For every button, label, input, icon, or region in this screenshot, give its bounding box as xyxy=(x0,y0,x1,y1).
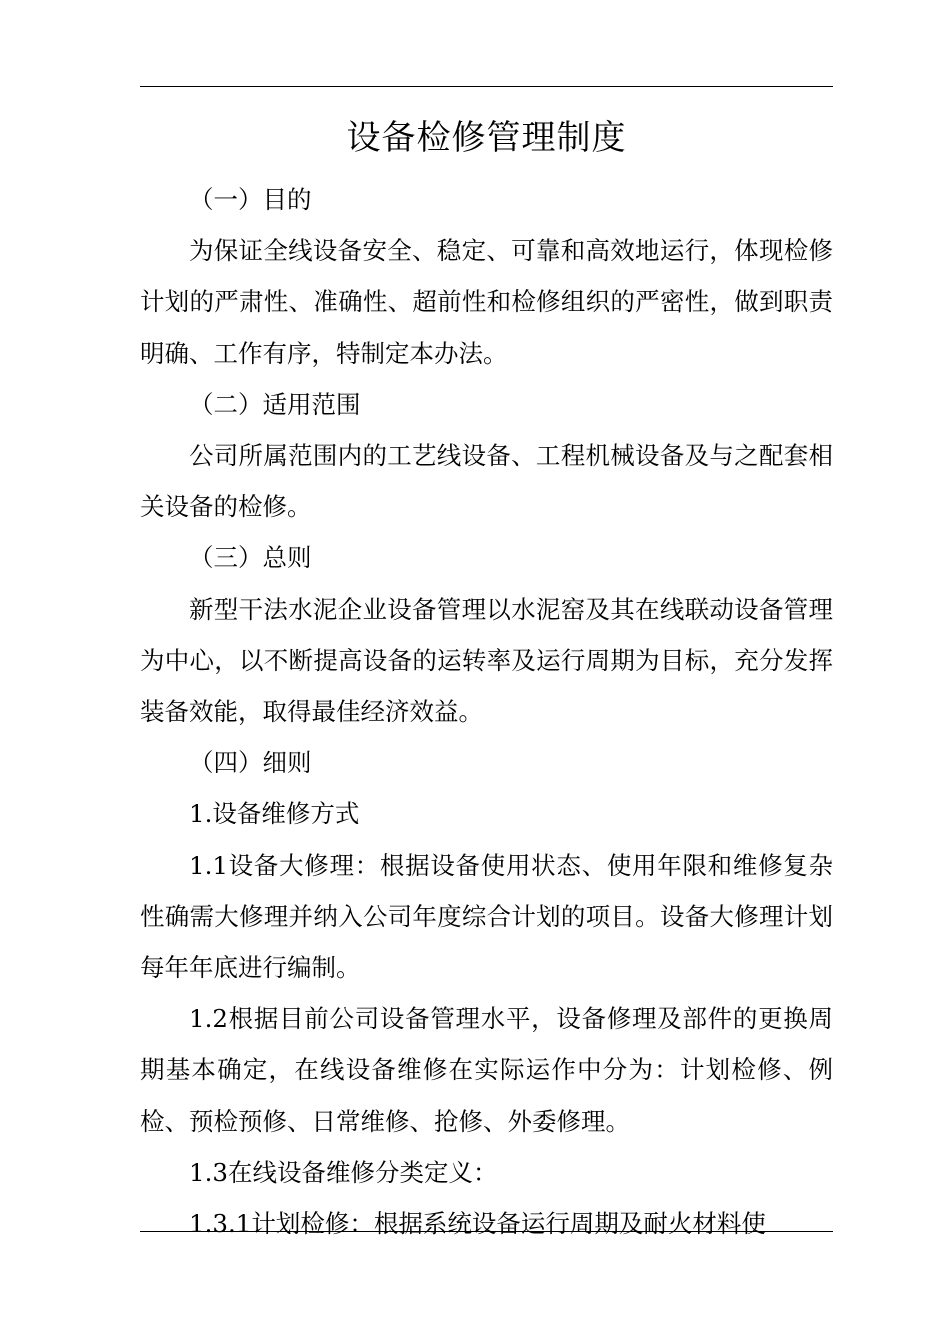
paragraph-1-3-1: 1.3.1计划检修：根据系统设备运行周期及耐火材料使 xyxy=(189,1209,766,1239)
footer-rule xyxy=(140,1231,833,1232)
paragraph-1-1: 1.1设备大修理：根据设备使用状态、使用年限和维修复杂性确需大修理并纳入公司年度综合计划的项目。设备大修理计划每年年底进行编制。 xyxy=(140,850,833,983)
document-body xyxy=(140,174,833,1249)
paragraph-purpose: 为保证全线设备安全、稳定、可靠和高效地运行，体现检修计划的严肃性、准确性、超前性和检修组织的严密性，做到职责明确、工作有序，特制定本办法。 xyxy=(140,236,833,368)
subheading-maintenance-mode: 1.设备维修方式 xyxy=(189,799,360,829)
header-rule xyxy=(140,86,833,87)
section-heading-purpose: （一）目的 xyxy=(189,185,312,214)
document-title: 设备检修管理制度 xyxy=(346,118,627,158)
paragraph-1-3: 1.3在线设备维修分类定义： xyxy=(189,1157,498,1187)
paragraph-1-2: 1.2根据目前公司设备管理水平，设备修理及部件的更换周期基本确定，在线设备维修在实际运作中分为：计划检修、例检、预检预修、日常维修、抢修、外委修理。 xyxy=(140,1004,833,1136)
section-heading-details: （四）细则 xyxy=(189,748,312,778)
paragraph-general: 新型干法水泥企业设备管理以水泥窑及其在线联动设备管理为中心，以不断提高设备的运转率及运行周期为目标，充分发挥装备效能，取得最佳经济效益。 xyxy=(140,594,833,727)
paragraph-scope: 公司所属范围内的工艺线设备、工程机械设备及与之配套相关设备的检修。 xyxy=(140,441,833,522)
section-heading-scope: （二）适用范围 xyxy=(189,389,361,419)
section-heading-general: （三）总则 xyxy=(189,543,312,573)
